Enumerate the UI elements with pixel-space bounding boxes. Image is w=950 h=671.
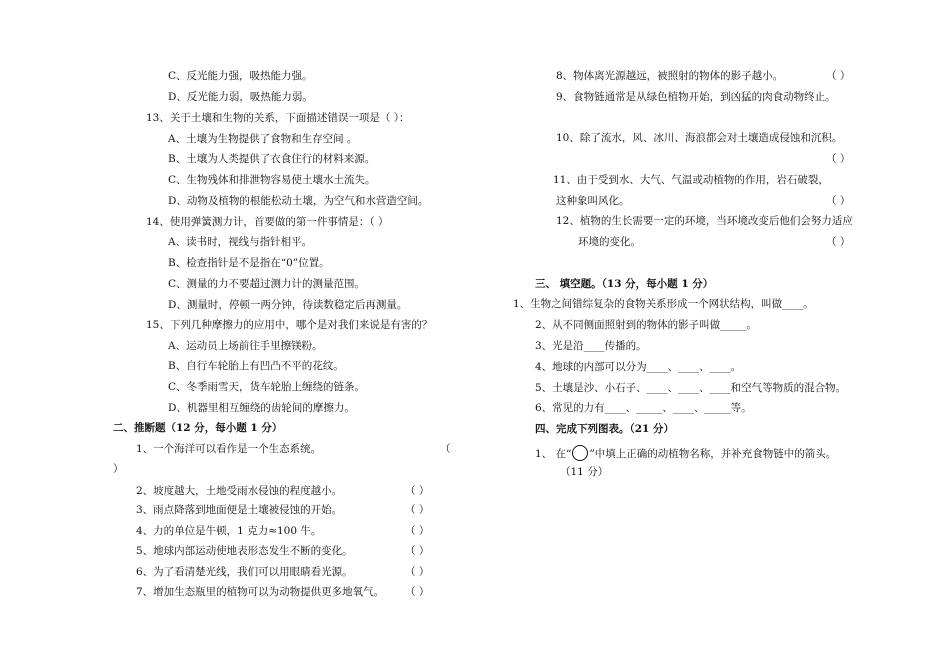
judge-5-paren: （ ） — [405, 545, 430, 557]
judge-1-text: 1、一个海洋可以看作是一个生态系统。 — [136, 443, 322, 455]
judge-7-text: 7、增加生态瓶里的植物可以为动物提供更多地氧气。 — [136, 586, 385, 598]
judge-10-paren: （ ） — [826, 153, 851, 165]
q14-option-d: D、测量时，停顿一两分钟，待读数稳定后再测量。 — [168, 299, 408, 311]
q13-option-c: C、生物残体和排泄物容易使土壤水土流失。 — [168, 174, 376, 186]
judge-2-paren: （ ） — [405, 485, 430, 497]
q4-1-score: （11 分） — [560, 466, 609, 478]
judge-8-paren: （ ） — [826, 70, 851, 82]
q14-stem: 14、使用弹簧测力计，首要做的第一件事情是：（ ） — [146, 216, 389, 228]
judge-2-text: 2、坡度越大，土地受雨水侵蚀的程度越小。 — [136, 485, 343, 497]
judge-5-text: 5、地球内部运动使地表形态发生不断的变化。 — [136, 545, 353, 557]
q14-option-c: C、测量的力不要超过测力计的测量范围。 — [168, 278, 366, 290]
q15-option-c: C、冬季雨雪天，货车轮胎上缠绕的链条。 — [168, 381, 366, 393]
q14-option-a: A、读书时，视线与指针相平。 — [168, 236, 313, 248]
q12-option-d: D、反光能力弱，吸热能力弱。 — [168, 91, 313, 103]
q14-option-b: B、检查指针是不是指在“0”位置。 — [168, 257, 330, 269]
q4-1-pre: 1、 在“ — [535, 448, 572, 460]
q4-1-post: ”中填上正确的动植物名称，并补充食物链中的箭头。 — [589, 448, 837, 460]
fill-6: 6、常见的力有____、_____、____、_____等。 — [535, 402, 752, 414]
q13-option-b: B、土壤为人类提供了衣食住行的材料来源。 — [168, 153, 376, 165]
q13-option-d: D、动物及植物的根能松动土壤，为空气和水营造空间。 — [168, 195, 429, 207]
q13-stem: 13、关于土壤和生物的关系，下面描述错误一项是（ ）： — [146, 112, 410, 124]
judge-4-text: 4、力的单位是牛顿，1 克力≈100 牛。 — [136, 525, 322, 537]
judge-9-text: 9、食物链通常是从绿色植物开始，到凶猛的肉食动物终止。 — [556, 91, 836, 103]
judge-11-paren: （ ） — [826, 195, 851, 207]
judge-7-paren: （ ） — [405, 586, 430, 598]
fill-4: 4、地球的内部可以分为____、____、____。 — [535, 361, 742, 373]
judge-8-text: 8、物体离光源越远，被照射的物体的影子越小。 — [556, 70, 784, 82]
section2-title: 二、推断题（12 分，每小题 1 分） — [113, 422, 283, 434]
judge-11-continuation: 这种象叫风化。 — [556, 195, 630, 207]
q15-option-a: A、运动员上场前往手里擦镁粉。 — [168, 340, 323, 352]
fill-3: 3、光是沿____传播的。 — [535, 340, 647, 352]
judge-3-paren: （ ） — [405, 504, 430, 516]
judge-11-text: 11、由于受到水、大气、气温或动植物的作用，岩石破裂， — [553, 174, 829, 186]
q15-stem: 15、下列几种摩擦力的应用中，哪个是对我们来说是有害的？ — [146, 319, 433, 331]
q4-1-line — [535, 445, 836, 461]
judge-12-paren: （ ） — [826, 236, 851, 248]
section4-title: 四、完成下列图表。（21 分） — [535, 423, 675, 435]
fill-1: 1、生物之间错综复杂的食物关系形成一个网状结构，叫做____。 — [513, 298, 814, 310]
judge-3-text: 3、雨点降落到地面便是土壤被侵蚀的开始。 — [136, 504, 343, 516]
judge-10-text: 10、除了流水，风、冰川、海浪都会对土壤造成侵蚀和沉积。 — [556, 132, 843, 144]
q15-option-b: B、自行车轮胎上有凹凸不平的花纹。 — [168, 360, 344, 372]
judge-1-paren-close: ） — [113, 463, 124, 475]
judge-4-paren: （ ） — [405, 525, 430, 537]
judge-1-paren: （ — [440, 443, 451, 455]
q15-option-d: D、机器里相互缠绕的齿轮间的摩擦力。 — [168, 402, 355, 414]
judge-6-paren: （ ） — [405, 566, 430, 578]
q13-option-a: A、土壤为生物提供了食物和生存空间 。 — [168, 133, 358, 145]
judge-12-text: 12、植物的生长需要一定的环境，当环境改变后他们会努力适应 — [556, 215, 853, 227]
circle-blank-icon — [572, 445, 588, 461]
fill-5: 5、土壤是沙、小石子、____、____、____和空气等物质的混合物。 — [535, 382, 847, 394]
q12-option-c: C、反光能力强，吸热能力强。 — [168, 70, 313, 82]
judge-6-text: 6、为了看清楚光线，我们可以用眼睛看光源。 — [136, 566, 353, 578]
fill-2: 2、从不同侧面照射到的物体的影子叫做_____。 — [535, 319, 757, 331]
section3-title: 三、 填空题。（13 分，每小题 1 分） — [535, 278, 714, 290]
judge-12-continuation: 环境的变化。 — [578, 236, 641, 248]
